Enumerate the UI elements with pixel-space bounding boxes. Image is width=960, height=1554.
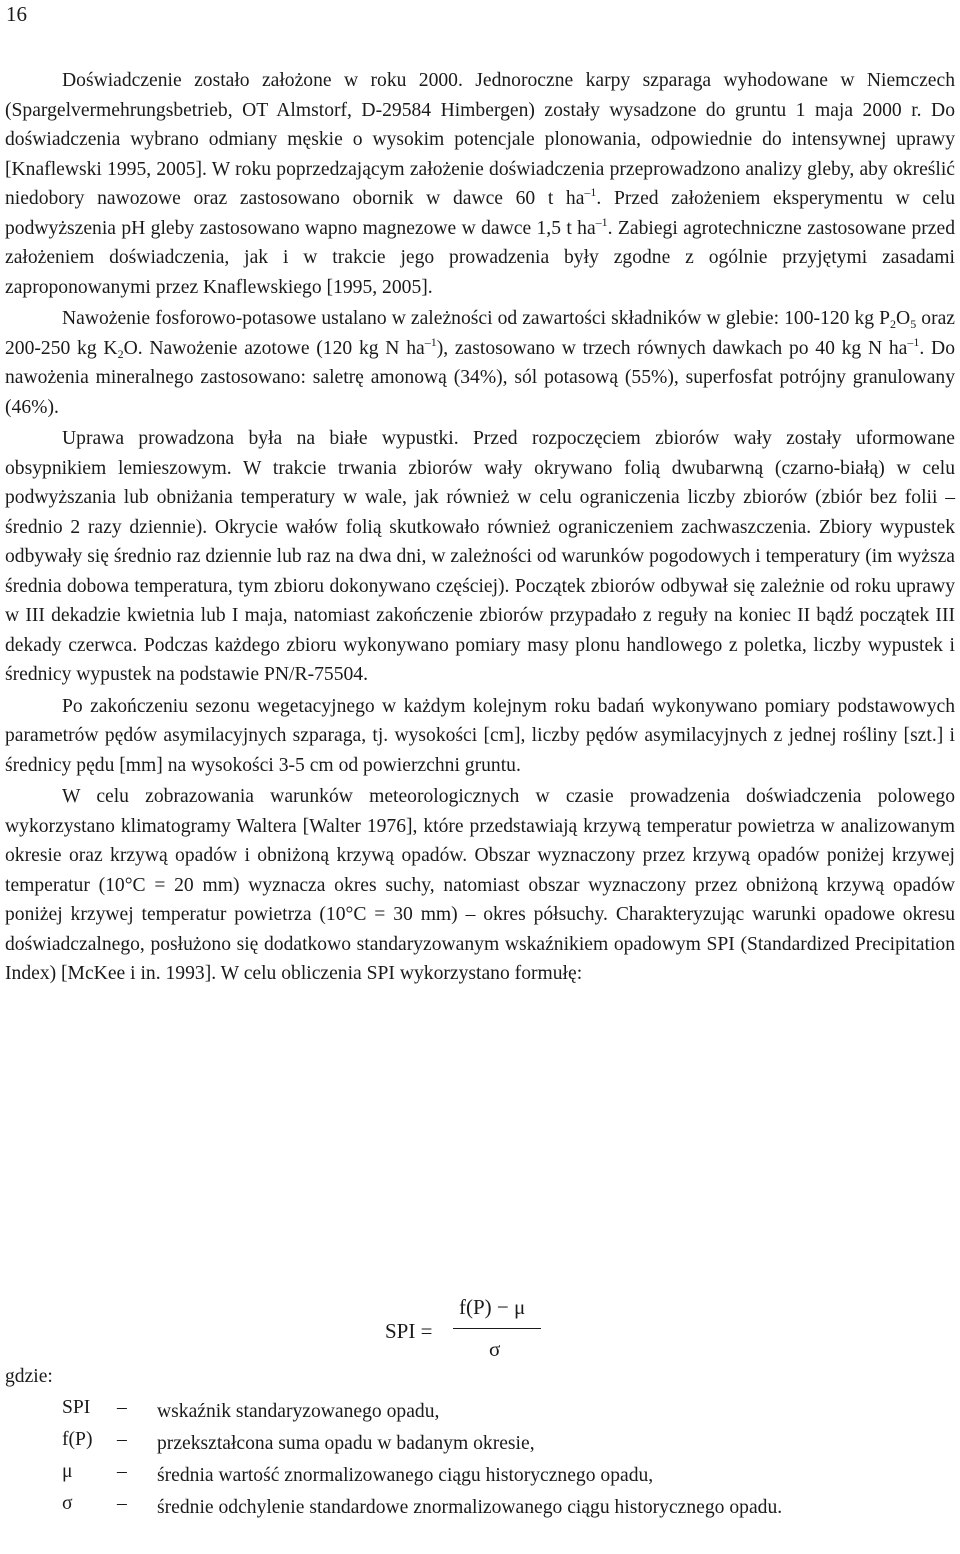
definition-text: średnia wartość znormalizowanego ciągu historycznego opadu, [157,1465,654,1486]
formula-lhs: SPI = [385,1319,433,1343]
text-run: O [896,308,911,329]
text-run: O. Nawożenie azotowe (120 kg N ha [123,337,425,359]
definition-text: przekształcona suma opadu w badanym okresie, [157,1433,535,1454]
paragraph-4: Po zakończeniu sezonu wegetacyjnego w każdym kolejnym roku badań wykonywano pomiary podstawowych parametrów pędów asymilacyjnych szparaga, tj. wysokości [cm], liczby pędów asymilacyjnych z jednej rośliny [szt.] i średnicy pędu [mm] na wysokości 3-5 cm od powierzchni gruntu. [5,695,955,776]
definition-dash: – [117,1461,127,1482]
definition-symbol: f(P) [62,1429,93,1450]
text-run: . Do nawożenia mineralnego zastosowano: saletrę amonową (34%), sól potasową (55%), superfosfat potrójny granulowany (46%). [5,337,955,418]
text-run: . Przed założeniem eksperymentu w celu podwyższenia pH gleby zastosowano wapno magnezowe w dawce 1,5 t ha [5,188,955,239]
where-label: gdzie: [5,1366,53,1387]
page-number: 16 [6,2,27,26]
definition-symbol: μ [62,1461,73,1482]
definition-item [0,1397,960,1427]
definition-symbol: SPI [62,1397,91,1418]
superscript: –1 [584,185,597,199]
definition-dash: – [117,1429,127,1450]
formula-denominator: σ [489,1337,501,1361]
definition-symbol: σ [62,1493,73,1514]
text-run: oraz 200-250 kg K [5,308,955,359]
superscript: –1 [595,214,608,229]
definition-item [0,1461,960,1491]
text-run: Nawożenie fosforowo-potasowe ustalano w zależności od zawartości składników w glebie: 100-120 kg P [62,308,891,329]
definition-dash: – [117,1397,127,1418]
paragraph-2 [5,304,955,422]
paragraph-5: W celu zobrazowania warunków meteorologicznych w czasie prowadzenia doświadczenia polowego wykorzystano klimatogramy Waltera [Walter 1976], które przedstawiają krzywą temperatur powietrza w analizowanym okresie oraz krzywą opadów i obniżoną krzywą opadów. Obszar wyznaczony przez krzywą opadów poniżej krzywej temperatur (10°C = 20 mm) wyznacza okres suchy, natomiast obszar wyznaczony przez obniżoną krzywą opadów poniżej krzywej temperatur powietrza (10°C = 30 mm) – okres półsuchy. Charakteryzując warunki opadowe okresu doświadczalnego, posłużono się dodatkowo standaryzowanym wskaźnikiem opadowym SPI (Standardized Precipitation Index) [McKee i in. 1993]. W celu obliczenia SPI wykorzystano formułę: [5,786,955,984]
subscript: 5 [910,317,917,331]
body-text [5,66,955,989]
spi-formula [385,1295,585,1385]
superscript: –1 [907,334,920,349]
subscript: 2 [890,317,897,331]
text-run: ), zastosowano w trzech równych dawkach po 40 kg N ha [436,337,908,359]
definition-text: średnie odchylenie standardowe znormalizowanego ciągu historycznego opadu. [157,1497,783,1518]
definition-dash: – [117,1493,127,1514]
fraction-bar [453,1328,541,1329]
text-run: . Zabiegi agrotechniczne zastosowane przed założeniem doświadczenia, jak i w trakcie jego prowadzenia były zgodne z ogólnie przyjętymi zasadami zaproponowanymi przez Knaflewskiego [1995, 2005]. [5,217,955,298]
definition-item [0,1493,960,1523]
formula-numerator: f(P) − μ [459,1295,526,1319]
text-run: Doświadczenie zostało założone w roku 2000. Jednoroczne karpy szparaga wyhodowane w Niemczech (Spargelvermehrungsbetrieb, OT Almstorf, D-29584 Himbergen) zostały wysadzone do gruntu 1 maja 2000 r. Do doświadczenia wybrano odmiany męskie o wysokim potencjale plonowania, odpowiednie do intensywnej uprawy [Knaflewski 1995, 2005]. W roku poprzedzającym założenie doświadczenia przeprowadzono analizy gleby, aby określić niedobory nawozowe oraz zastosowano obornik w dawce 60 t ha [5,70,955,209]
paragraph-1 [5,66,955,302]
superscript: –1 [424,334,437,349]
definition-item [0,1429,960,1459]
paragraph-3: Uprawa prowadzona była na białe wypustki. Przed rozpoczęciem zbiorów wały zostały uformowane obsypnikiem lemieszowym. W trakcie trwania zbiorów wały okrywano folią dwubarwną (czarno-białą) w celu podwyższania lub obniżania temperatury w wale, jak również w celu ograniczenia liczby zbiorów (zbiór bez folii – średnio 2 razy dziennie). Okrycie wałów folią skutkowało również ograniczeniem zachwaszczenia. Zbiory wypustek odbywały się średnio raz dziennie lub raz na dwa dni, w zależności od warunków pogodowych i temperatury (im wyższa średnia dobowa temperatura, tym zbioru dokonywano częściej). Początek zbiorów odbywał się zależnie od roku uprawy w III dekadzie kwietnia lub I maja, natomiast zakończenie zbiorów przypadało z reguły na koniec II bądź początek III dekady czerwca. Podczas każdego zbioru wykonywano pomiary masy plonu handlowego z poletka, liczby wypustek i średnicy wypustek na podstawie PN/R-75504. [5,428,955,685]
definition-text: wskaźnik standaryzowanego opadu, [157,1401,440,1422]
subscript: 2 [117,346,124,361]
